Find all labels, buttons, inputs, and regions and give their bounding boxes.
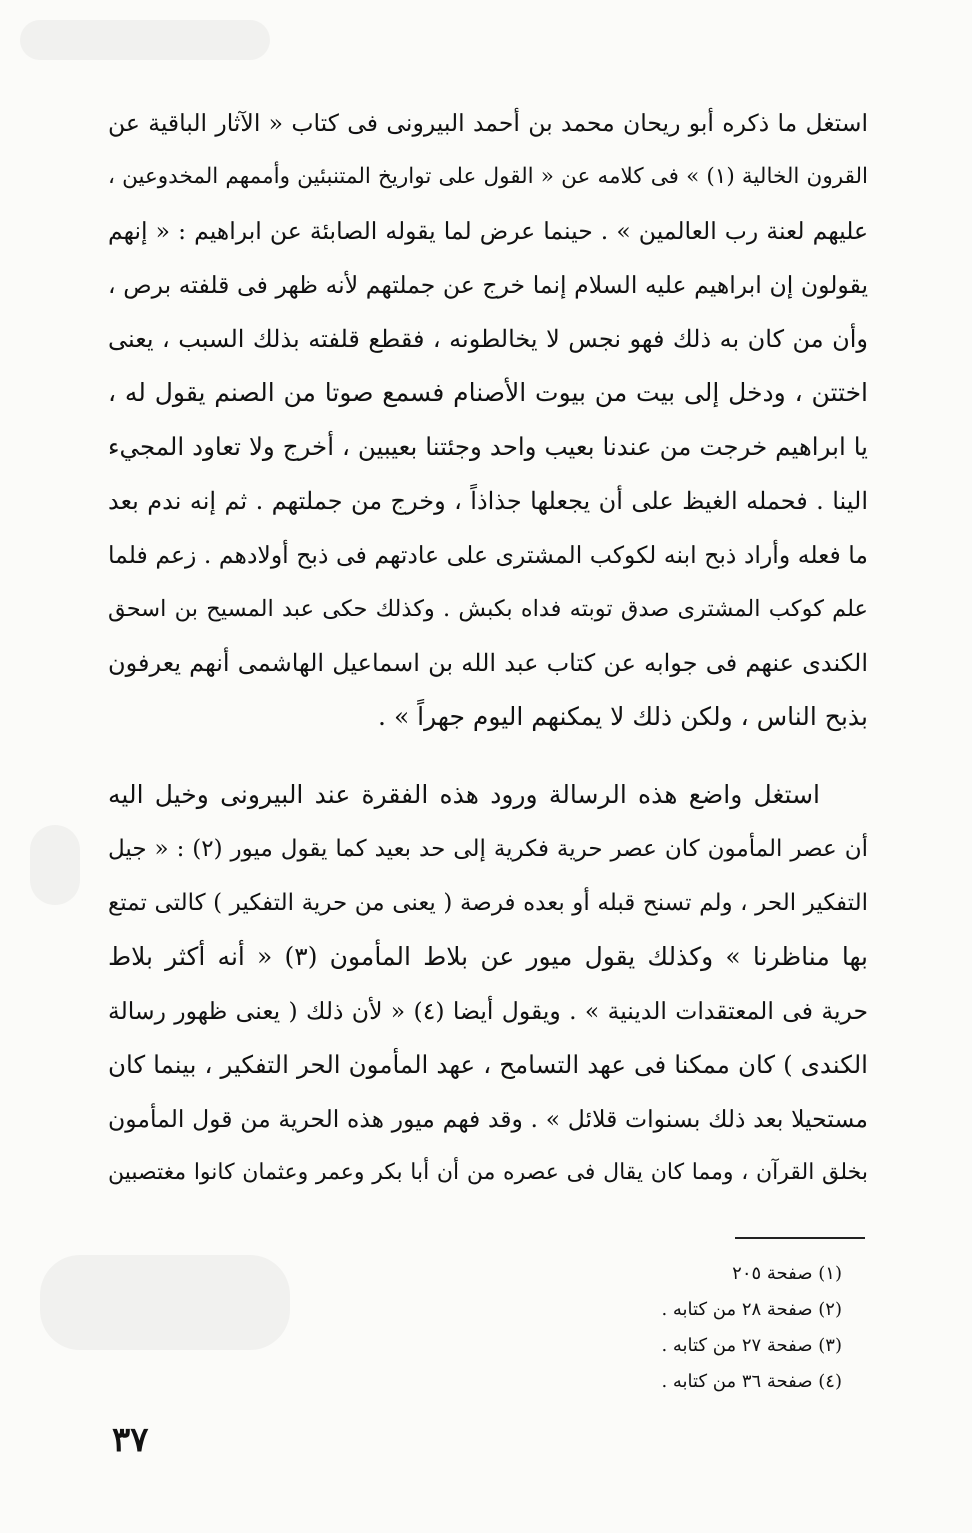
paper-blot-left [30, 825, 80, 905]
footnote-divider [735, 1237, 865, 1239]
text-line: أن عصر المأمون كان عصر حرية فكرية إلى حد بعيد كما يقول ميور (٢) : « جيل [108, 836, 868, 862]
text-line: القرون الخالية (١) » فى كلامه عن « القول على تواريخ المتنبئين وأممهم المخدوعين ، [108, 164, 868, 189]
text-line: الينا . فحمله الغيظ على أن يجعلها جذاذاً ، وخرج من جملتهم . ثم إنه ندم بعد [108, 487, 868, 515]
text-line: بذبح الناس ، ولكن ذلك لا يمكنهم اليوم جهراً » . [378, 702, 868, 731]
page-number: ٣٧ [112, 1420, 149, 1460]
paragraph-2 [108, 768, 868, 1200]
paragraph-1 [108, 96, 868, 744]
footnote: (١) صفحة ٢٠٥ [732, 1263, 842, 1284]
text-line: استغل ما ذكره أبو ريحان محمد بن أحمد البيرونى فى كتاب « الآثار الباقية عن [108, 109, 868, 137]
text-line: اختتن ، ودخل إلى بيت من بيوت الأصنام فسمع صوتا من الصنم يقول له ، [108, 378, 868, 407]
footnote: (٤) صفحة ٣٦ من كتابه . [661, 1371, 842, 1392]
paper-blot-bottom [40, 1255, 290, 1350]
text-line: مستحيلا بعد ذلك بسنوات قلائل » . وقد فهم ميور هذه الحرية من قول المأمون [108, 1105, 868, 1133]
text-line: عليهم لعنة رب العالمين » . حينما عرض لما يقوله الصابئة عن ابراهيم : « إنهم [108, 217, 868, 245]
text-line: التفكير الحر ، ولم تسنح قبله أو بعده فرصة ( يعنى من حرية التفكير ) كالتى تمتع [108, 890, 868, 916]
text-line: علم كوكب المشترى صدق توبته فداه بكبش . وكذلك حكى عبد المسيح بن اسحق [108, 596, 868, 622]
text-line: الكندى ) كان ممكنا فى عهد التسامح ، عهد المأمون الحر التفكير ، بينما كان [108, 1050, 868, 1079]
text-line: حرية فى المعتقدات الدينية » . ويقول أيضا (٤) « لأن ذلك ( يعنى ظهور رسالة [108, 997, 868, 1025]
footnote: (٢) صفحة ٢٨ من كتابه . [661, 1299, 842, 1320]
text-line: بخلق القرآن ، ومما كان يقال فى عصره من أن أبا بكر وعمر وعثمان كانوا مغتصبين [108, 1160, 868, 1185]
footnotes [442, 1256, 842, 1400]
paper-blot-top [20, 20, 270, 60]
text-line: يا ابراهيم خرجت من عندنا بعيب واحد وجئتنا بعيبين ، أخرج ولا تعاود المجيء [108, 432, 868, 461]
text-line: وأن من كان به ذلك فهو نجس لا يخالطونه ، فقطع قلفته بذلك السبب ، يعنى [108, 325, 868, 353]
text-line: يقولون إن ابراهيم عليه السلام إنما خرج عن جملتهم لأنه ظهر فى قلفته برص ، [108, 271, 868, 299]
text-line: بها مناظرنا » وكذلك يقول ميور عن بلاط المأمون (٣) « أنه أكثر بلاط [108, 942, 868, 971]
text-line: الكندى عنهم فى جوابه عن كتاب عبد الله بن اسماعيل الهاشمى أنهم يعرفون [108, 649, 868, 677]
text-line: ما فعله وأراد ذبح ابنه لكوكب المشترى على عادتهم فى ذبح أولادهم . زعم فلما [108, 541, 868, 569]
footnote: (٣) صفحة ٢٧ من كتابه . [661, 1335, 842, 1356]
text-line: استغل واضع هذه الرسالة ورود هذه الفقرة عند البيرونى وخيل اليه [108, 780, 820, 809]
